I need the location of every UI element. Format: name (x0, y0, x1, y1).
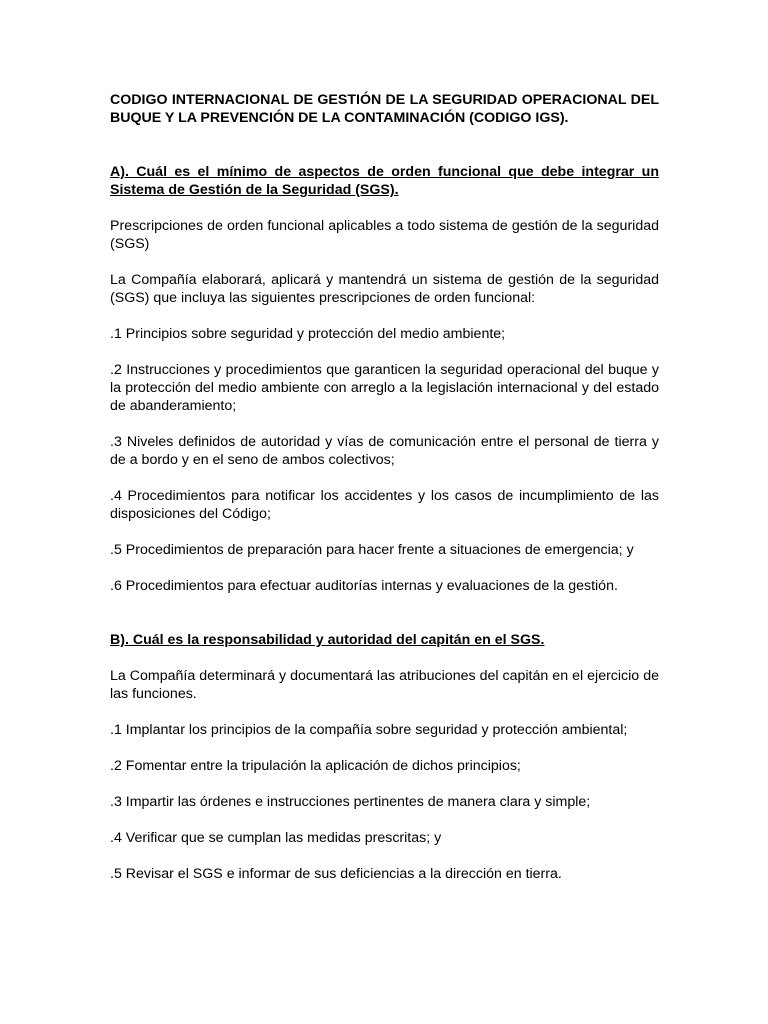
section-b-list-item: .2 Fomentar entre la tripulación la aplicación de dichos principios; (110, 758, 521, 774)
section-a-list-item: .1 Principios sobre seguridad y protección del medio ambiente; (110, 326, 506, 342)
section-b-list-item: .4 Verificar que se cumplan las medidas prescritas; y (110, 830, 442, 846)
section-a-paragraph: La Compañía elaborará, aplicará y mantendrá un sistema de gestión de la seguridad (SGS) que incluya las siguientes prescripciones de orden funcional: (110, 272, 659, 306)
section-b-paragraph: La Compañía determinará y documentará las atribuciones del capitán en el ejercicio de las funciones. (110, 668, 659, 702)
document-page (110, 91, 659, 883)
section-a-list-item: .3 Niveles definidos de autoridad y vías de comunicación entre el personal de tierra y de a bordo y en el seno de ambos colectivos; (110, 434, 659, 468)
section-a-list-item: .5 Procedimientos de preparación para hacer frente a situaciones de emergencia; y (110, 542, 634, 558)
section-b-list-item: .5 Revisar el SGS e informar de sus deficiencias a la dirección en tierra. (110, 866, 562, 882)
document-title: CODIGO INTERNACIONAL DE GESTIÓN DE LA SEGURIDAD OPERACIONAL DEL BUQUE Y LA PREVENCIÓN DE LA CONTAMINACIÓN (CODIGO IGS). (110, 92, 659, 126)
section-a-paragraph: Prescripciones de orden funcional aplicables a todo sistema de gestión de la seguridad (SGS) (110, 218, 659, 252)
section-b-list-item: .1 Implantar los principios de la compañía sobre seguridad y protección ambiental; (110, 722, 628, 738)
section-a-list-item: .6 Procedimientos para efectuar auditorías internas y evaluaciones de la gestión. (110, 578, 618, 594)
section-a-list-item: .4 Procedimientos para notificar los accidentes y los casos de incumplimiento de las disposiciones del Código; (110, 488, 659, 522)
section-b-heading: B). Cuál es la responsabilidad y autoridad del capitán en el SGS. (110, 632, 545, 648)
section-a-list-item: .2 Instrucciones y procedimientos que garanticen la seguridad operacional del buque y la protección del medio ambiente con arreglo a la legislación internacional y del estado de abanderamiento; (110, 362, 659, 414)
section-a-heading: A). Cuál es el mínimo de aspectos de orden funcional que debe integrar un Sistema de Gestión de la Seguridad (SGS). (110, 164, 659, 198)
section-b-list-item: .3 Impartir las órdenes e instrucciones pertinentes de manera clara y simple; (110, 794, 591, 810)
